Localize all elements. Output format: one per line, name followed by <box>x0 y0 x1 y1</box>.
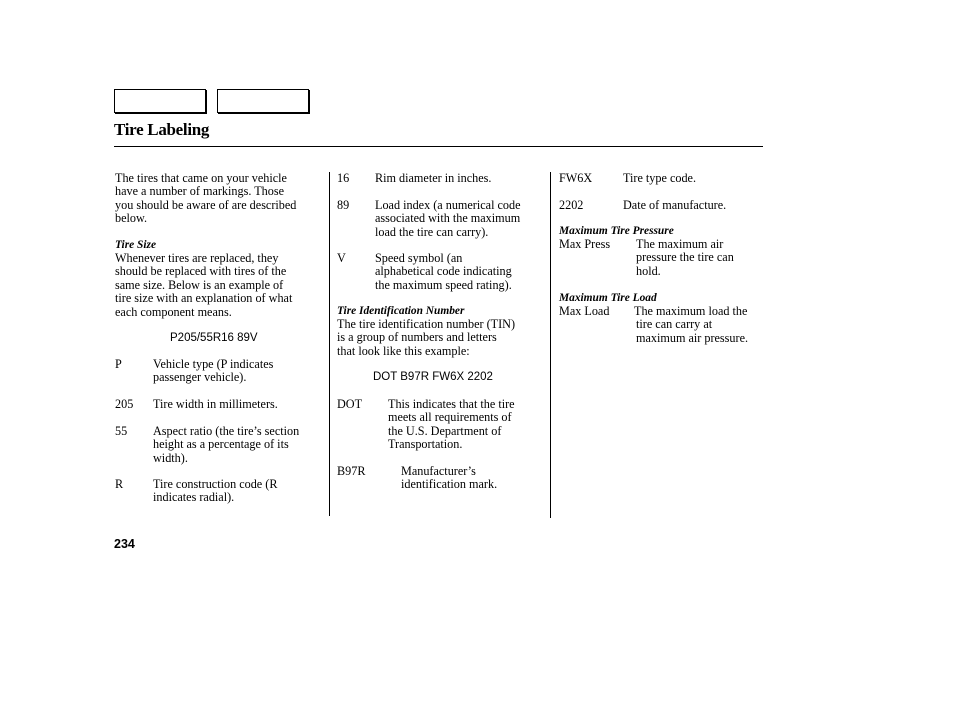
definition-term: Max Load <box>559 304 610 318</box>
column-divider-1 <box>329 172 330 516</box>
intro-line: The tires that came on your vehicle <box>115 171 287 185</box>
paragraph-line: tire size with an explanation of what <box>115 291 293 306</box>
definition-line: Manufacturer’s <box>401 464 476 478</box>
definition-line: meets all requirements of <box>388 410 512 425</box>
intro-paragraph <box>115 172 296 226</box>
definition-text <box>153 425 299 465</box>
paragraph-line: Whenever tires are replaced, they <box>115 251 279 265</box>
definition-text <box>623 199 726 212</box>
definition-line: Transportation. <box>388 437 463 452</box>
definition-line: alphabetical code indicating <box>375 264 512 279</box>
definition-text <box>636 238 734 278</box>
page-number: 234 <box>114 537 135 551</box>
definition-line: associated with the maximum <box>375 211 521 226</box>
tin-example: DOT B97R FW6X 2202 <box>373 371 493 383</box>
intro-line: have a number of markings. Those <box>115 184 285 199</box>
column-divider-2 <box>550 172 551 518</box>
definition-line: Vehicle type (P indicates <box>153 357 274 371</box>
definition-term: 205 <box>115 397 134 411</box>
tire-size-heading: Tire Size <box>115 239 157 251</box>
definition-line: load the tire can carry). <box>375 224 489 239</box>
definition-text <box>153 478 277 505</box>
definition-term: 55 <box>115 424 128 438</box>
paragraph-line: same size. Below is an example of <box>115 277 284 292</box>
paragraph-line: each component means. <box>115 304 232 319</box>
definition-line: identification mark. <box>401 477 498 492</box>
paragraph-line: The tire identification number (TIN) <box>337 317 516 331</box>
definition-line: the maximum speed rating). <box>375 277 512 292</box>
definition-text <box>388 398 515 452</box>
intro-line: you should be aware of are described <box>115 197 297 212</box>
definition-line: passenger vehicle). <box>153 370 247 385</box>
definition-term: V <box>337 251 346 265</box>
max-pressure-heading: Maximum Tire Pressure <box>559 225 674 237</box>
page-title: Tire Labeling <box>114 120 210 139</box>
definition-term: 16 <box>337 171 350 185</box>
definition-line: maximum air pressure. <box>636 330 749 345</box>
definition-term: Max Press <box>559 237 611 251</box>
nav-tab-1[interactable] <box>114 89 206 113</box>
definition-line: hold. <box>636 263 661 278</box>
definition-term: R <box>115 477 124 491</box>
definition-line: height as a percentage of its <box>153 437 289 452</box>
definition-line: Rim diameter in inches. <box>375 171 492 185</box>
nav-tab-2[interactable] <box>217 89 309 113</box>
definition-line: width). <box>153 450 188 465</box>
intro-line: below. <box>115 211 148 226</box>
definition-term: 89 <box>337 198 350 212</box>
definition-text <box>375 172 491 185</box>
definition-text <box>153 398 278 411</box>
definition-term: P <box>115 357 122 371</box>
definition-line: Aspect ratio (the tire’s section <box>153 424 300 438</box>
tire-size-paragraph <box>115 252 292 319</box>
column-1 <box>115 172 325 512</box>
paragraph-line: that look like this example: <box>337 343 470 358</box>
paragraph-line: is a group of numbers and letters <box>337 330 497 345</box>
max-load-heading: Maximum Tire Load <box>559 292 657 304</box>
definition-line: Tire width in millimeters. <box>153 397 278 411</box>
definition-term: B97R <box>337 464 366 478</box>
definition-line: tire can carry at <box>636 317 713 332</box>
definition-line: Speed symbol (an <box>375 251 463 265</box>
title-rule <box>114 146 763 147</box>
column-2 <box>337 172 547 512</box>
definition-text <box>375 252 512 292</box>
definition-line: Tire construction code (R <box>153 477 278 491</box>
definition-line: Load index (a numerical code <box>375 198 521 212</box>
definition-text <box>153 358 273 385</box>
definition-line: The maximum air <box>636 237 724 251</box>
definition-term: 2202 <box>559 198 584 212</box>
definition-text <box>401 465 497 492</box>
definition-text <box>375 199 521 239</box>
definition-term: DOT <box>337 397 363 411</box>
definition-line: Tire type code. <box>623 171 696 185</box>
definition-line: indicates radial). <box>153 490 235 505</box>
column-3 <box>559 172 784 372</box>
tire-size-example: P205/55R16 89V <box>170 332 258 344</box>
definition-text <box>623 172 696 185</box>
definition-term: FW6X <box>559 171 593 185</box>
definition-line: pressure the tire can <box>636 250 734 265</box>
definition-line: The maximum load the <box>634 304 748 318</box>
definition-line: This indicates that the tire <box>388 397 515 411</box>
paragraph-line: should be replaced with tires of the <box>115 264 287 279</box>
tin-paragraph <box>337 318 515 358</box>
definition-text <box>634 305 748 345</box>
definition-line: the U.S. Department of <box>388 423 502 438</box>
definition-line: Date of manufacture. <box>623 198 727 212</box>
tin-heading: Tire Identification Number <box>337 305 465 317</box>
